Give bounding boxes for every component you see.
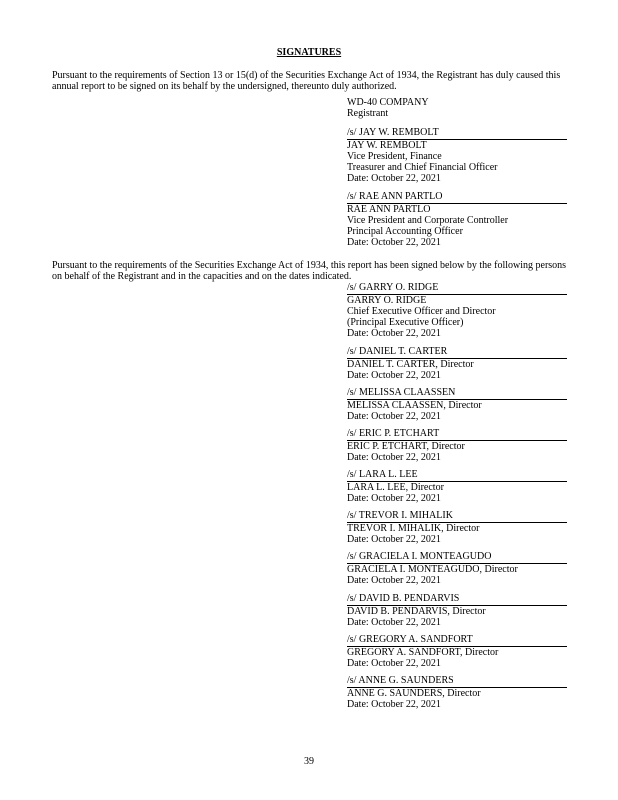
page-title: SIGNATURES: [276, 47, 342, 58]
signer-title: (Principal Executive Officer): [347, 317, 464, 328]
signature-line: /s/ ANNE G. SAUNDERS: [347, 676, 567, 688]
signer-name: MELISSA CLAASSEN, Director: [347, 400, 482, 411]
signature-line: /s/ DANIEL T. CARTER: [347, 347, 567, 359]
signer-name: DAVID B. PENDARVIS, Director: [347, 606, 486, 617]
signature-block-director: [347, 511, 567, 545]
signature-line: /s/ TREVOR I. MIHALIK: [347, 511, 567, 523]
signer-name: ANNE G. SAUNDERS, Director: [347, 688, 481, 699]
company-name: WD-40 COMPANY: [347, 97, 429, 108]
signer-title: Principal Accounting Officer: [347, 226, 463, 237]
signature-date: Date: October 22, 2021: [347, 370, 441, 381]
signature-date: Date: October 22, 2021: [347, 411, 441, 422]
signature-date: Date: October 22, 2021: [347, 452, 441, 463]
signer-name: RAE ANN PARTLO: [347, 204, 431, 215]
signature-date: Date: October 22, 2021: [347, 575, 441, 586]
signature-block-director: [347, 676, 567, 710]
signer-title: Chief Executive Officer and Director: [347, 306, 496, 317]
signature-date: Date: October 22, 2021: [347, 328, 441, 339]
signature-date: Date: October 22, 2021: [347, 173, 441, 184]
capacities-paragraph: Pursuant to the requirements of the Securities Exchange Act of 1934, this report has been signed below by the following persons on behalf of the Registrant and in the capacities and on the dates indicated.: [52, 260, 567, 282]
signature-block-rembolt: [347, 128, 567, 184]
page-number: 39: [304, 756, 314, 767]
signer-name: ERIC P. ETCHART, Director: [347, 441, 465, 452]
signer-name: LARA L. LEE, Director: [347, 482, 444, 493]
signature-line: /s/ MELISSA CLAASSEN: [347, 388, 567, 400]
signature-block-director: [347, 429, 567, 463]
signer-name: GARRY O. RIDGE: [347, 295, 427, 306]
signer-title: Vice President, Finance: [347, 151, 442, 162]
registrant-block: [347, 97, 567, 119]
signature-line: /s/ RAE ANN PARTLO: [347, 192, 567, 204]
registrant-label: Registrant: [347, 108, 389, 119]
signature-block-director: [347, 594, 567, 628]
signature-line: /s/ DAVID B. PENDARVIS: [347, 594, 567, 606]
signature-date: Date: October 22, 2021: [347, 617, 441, 628]
signature-date: Date: October 22, 2021: [347, 237, 441, 248]
signature-line: /s/ JAY W. REMBOLT: [347, 128, 567, 140]
signature-block-director: [347, 635, 567, 669]
signature-date: Date: October 22, 2021: [347, 493, 441, 504]
signature-date: Date: October 22, 2021: [347, 658, 441, 669]
signature-date: Date: October 22, 2021: [347, 699, 441, 710]
signer-name: GREGORY A. SANDFORT, Director: [347, 647, 499, 658]
signature-block-ridge: [347, 283, 567, 339]
signer-name: JAY W. REMBOLT: [347, 140, 427, 151]
signer-title: Vice President and Corporate Controller: [347, 215, 509, 226]
signature-line: /s/ GRACIELA I. MONTEAGUDO: [347, 552, 567, 564]
signer-name: GRACIELA I. MONTEAGUDO, Director: [347, 564, 518, 575]
signer-title: Treasurer and Chief Financial Officer: [347, 162, 498, 173]
intro-paragraph: Pursuant to the requirements of Section 13 or 15(d) of the Securities Exchange Act of 1934, the Registrant has duly caused this annual report to be signed on its behalf by the undersigned, thereunto duly authorized.: [52, 70, 561, 92]
signature-date: Date: October 22, 2021: [347, 534, 441, 545]
signature-line: /s/ ERIC P. ETCHART: [347, 429, 567, 441]
signature-line: /s/ GARRY O. RIDGE: [347, 283, 567, 295]
signature-line: /s/ LARA L. LEE: [347, 470, 567, 482]
signature-block-director: [347, 347, 567, 381]
signature-line: /s/ GREGORY A. SANDFORT: [347, 635, 567, 647]
signer-name: TREVOR I. MIHALIK, Director: [347, 523, 480, 534]
signature-block-director: [347, 552, 567, 586]
signature-block-director: [347, 388, 567, 422]
signature-block-director: [347, 470, 567, 504]
signature-block-partlo: [347, 192, 567, 248]
signer-name: DANIEL T. CARTER, Director: [347, 359, 474, 370]
